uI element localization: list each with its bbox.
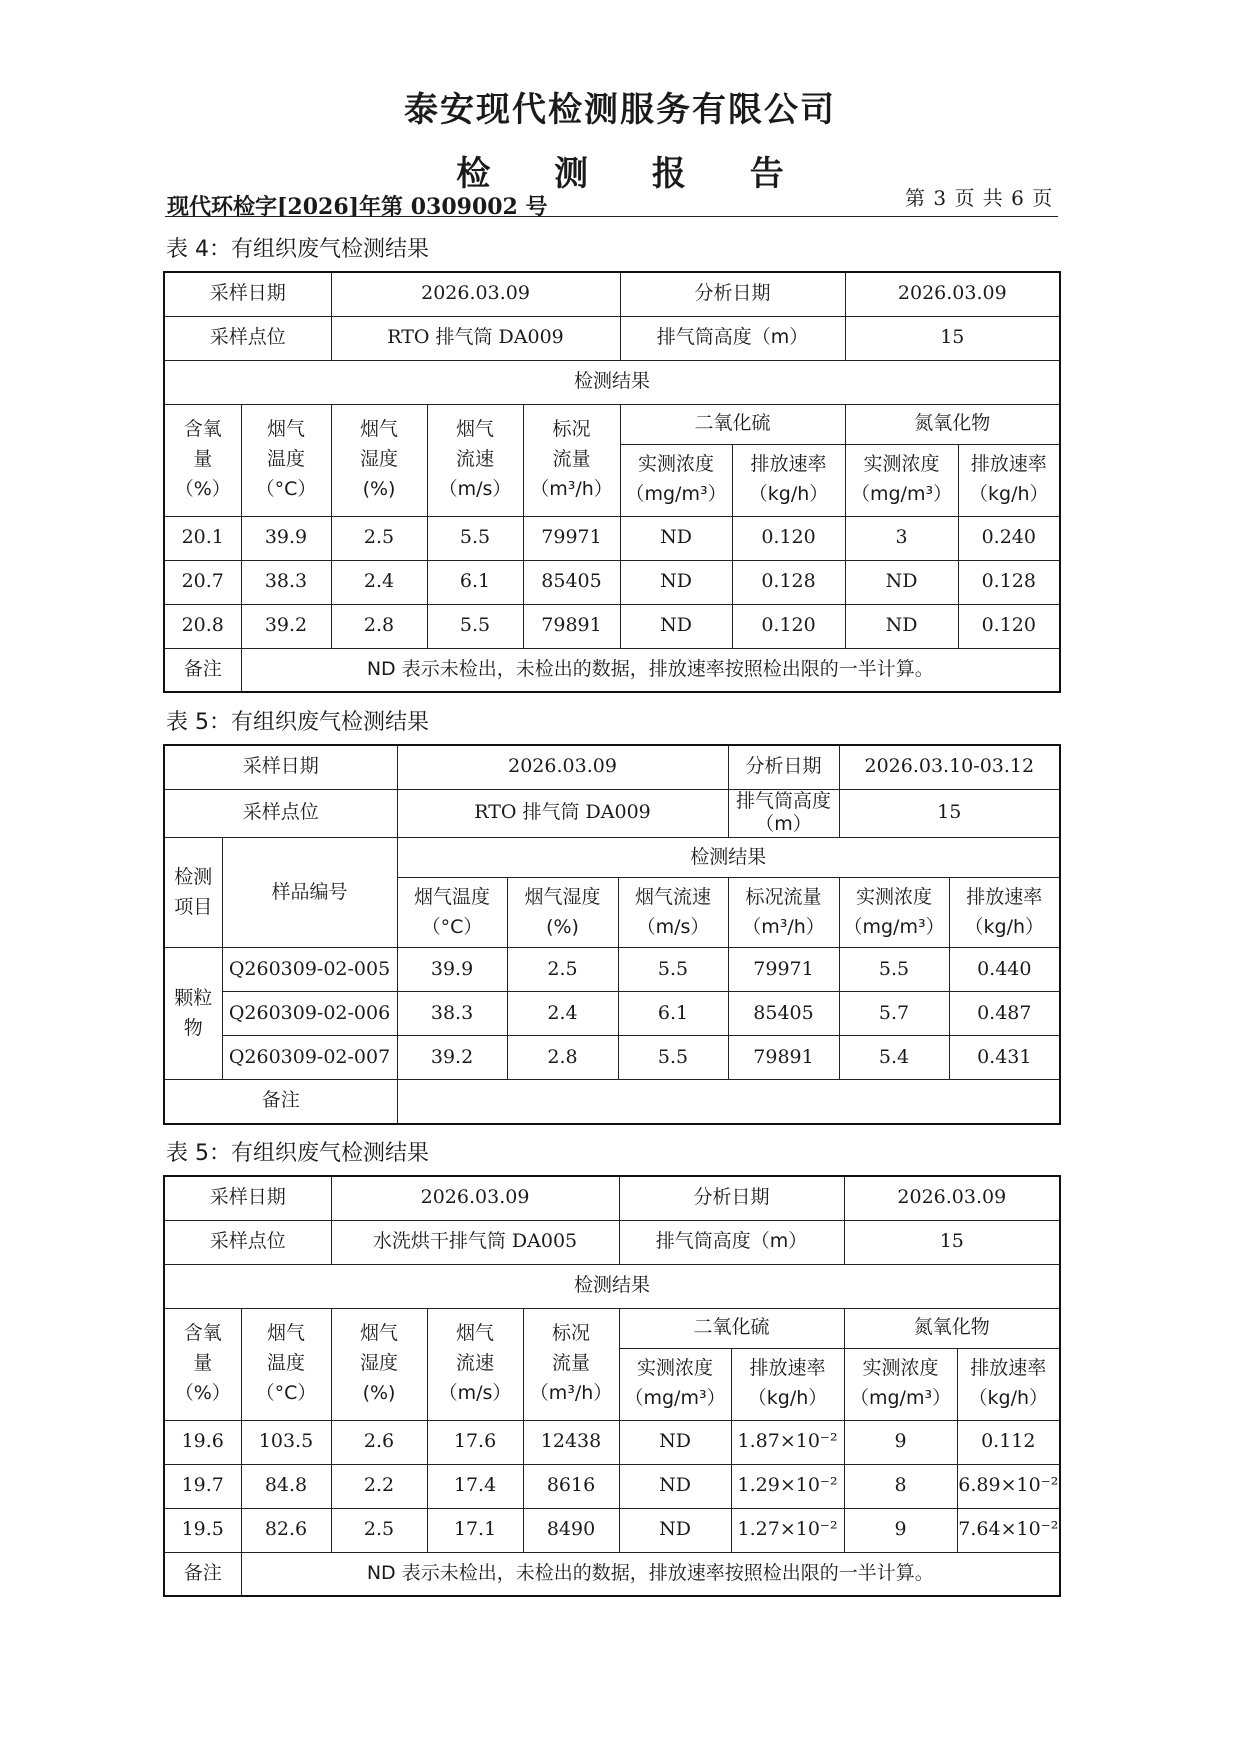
- table5a-analysis-date-label: 分析日期: [728, 745, 839, 789]
- table-cell: 9: [844, 1420, 957, 1464]
- table4-sampling-point: RTO 排气筒 DA009: [331, 316, 620, 360]
- table-cell: ND: [619, 1508, 731, 1552]
- table-cell: 8: [844, 1464, 957, 1508]
- table5b-col-flow: 标况 流量 （m³/h）: [523, 1308, 619, 1420]
- table-row: [164, 992, 1060, 1036]
- table5b-col-temp: 烟气 温度 （°C）: [241, 1308, 331, 1420]
- table-cell: 5.4: [839, 1036, 949, 1080]
- table-cell: 79891: [728, 1036, 839, 1080]
- table-cell: 5.5: [839, 948, 949, 992]
- table-row: [164, 1508, 1060, 1552]
- table-cell: 0.120: [732, 604, 845, 648]
- table4-group-so2: 二氧化硫: [620, 404, 845, 444]
- table5a-header-flow: 标况流量 （m³/h）: [728, 878, 839, 948]
- table-cell: 39.9: [397, 948, 507, 992]
- table-cell: 3: [845, 516, 958, 560]
- table5b-so2-rate-header: 排放速率 （kg/h）: [731, 1348, 844, 1420]
- table4-analysis-date-label: 分析日期: [620, 272, 845, 316]
- company-name: 泰安现代检测服务有限公司: [404, 90, 836, 130]
- table-cell: 5.5: [618, 1036, 728, 1080]
- table5b-nox-rate-header: 排放速率 （kg/h）: [957, 1348, 1060, 1420]
- page-indicator: 第 3 页 共 6 页: [905, 186, 1054, 210]
- table5a-sampling-date-label: 采样日期: [164, 745, 397, 789]
- table5b-sampling-date-label: 采样日期: [164, 1176, 331, 1220]
- table5a-stack-height: 15: [839, 789, 1060, 838]
- table-cell: ND: [620, 516, 732, 560]
- table-cell: 19.7: [164, 1464, 241, 1508]
- table-cell: Q260309-02-006: [222, 992, 397, 1036]
- table-cell: 20.7: [164, 560, 241, 604]
- table-cell: 9: [844, 1508, 957, 1552]
- table5a-header-temp: 烟气温度 （°C）: [397, 878, 507, 948]
- table5b-analysis-date-label: 分析日期: [619, 1176, 844, 1220]
- table5a-header-conc: 实测浓度 （mg/m³）: [839, 878, 949, 948]
- table-cell: 2.5: [331, 1508, 427, 1552]
- table-cell: 2.4: [507, 992, 618, 1036]
- table-cell: 38.3: [241, 560, 331, 604]
- table-cell: 0.128: [958, 560, 1060, 604]
- table4-sampling-date: 2026.03.09: [331, 272, 620, 316]
- table-row: [164, 604, 1060, 648]
- table-cell: ND: [619, 1464, 731, 1508]
- table-cell: 19.5: [164, 1508, 241, 1552]
- table-cell: 5.5: [618, 948, 728, 992]
- table4-analysis-date: 2026.03.09: [845, 272, 1060, 316]
- table-cell: 0.240: [958, 516, 1060, 560]
- table-cell: 0.128: [732, 560, 845, 604]
- table-cell: ND: [845, 560, 958, 604]
- table4-stack-height-label: 排气筒高度（m）: [620, 316, 845, 360]
- table-cell: 8616: [523, 1464, 619, 1508]
- table-cell: 7.64×10⁻²: [957, 1508, 1060, 1552]
- table4-results-label: 检测结果: [164, 360, 1060, 404]
- table-cell: 20.1: [164, 516, 241, 560]
- table-cell: 5.5: [427, 516, 523, 560]
- table5b-caption: 表 5：有组织废气检测结果: [166, 1141, 429, 1166]
- table-cell: 2.4: [331, 560, 427, 604]
- table-cell: 17.6: [427, 1420, 523, 1464]
- table5b-nox-conc-header: 实测浓度 （mg/m³）: [844, 1348, 957, 1420]
- table-cell: 2.8: [507, 1036, 618, 1080]
- table-cell: 39.2: [241, 604, 331, 648]
- table-cell: 2.5: [331, 516, 427, 560]
- table4-so2-conc-header: 实测浓度 （mg/m³）: [620, 444, 732, 516]
- table5a: [163, 744, 1061, 1125]
- table-row: [164, 560, 1060, 604]
- table5b-so2-conc-header: 实测浓度 （mg/m³）: [619, 1348, 731, 1420]
- table5b-remark-label: 备注: [164, 1552, 241, 1596]
- table5a-header-rate: 排放速率 （kg/h）: [949, 878, 1060, 948]
- table-cell: 19.6: [164, 1420, 241, 1464]
- table4-nox-rate-header: 排放速率 （kg/h）: [958, 444, 1060, 516]
- table5a-sampling-date: 2026.03.09: [397, 745, 728, 789]
- table4-stack-height: 15: [845, 316, 1060, 360]
- report-title: 检 测 报 告: [456, 154, 810, 194]
- table-cell: 5.5: [427, 604, 523, 648]
- table-cell: Q260309-02-007: [222, 1036, 397, 1080]
- table4-col-oxygen: 含氧 量 （%）: [164, 404, 241, 516]
- table-cell: 2.5: [507, 948, 618, 992]
- table5b-group-so2: 二氧化硫: [619, 1308, 844, 1348]
- table5b-analysis-date: 2026.03.09: [844, 1176, 1060, 1220]
- table5b-remark: ND 表示未检出，未检出的数据，排放速率按照检出限的一半计算。: [241, 1552, 1060, 1596]
- table-cell: 0.112: [957, 1420, 1060, 1464]
- table5b-group-nox: 氮氧化物: [844, 1308, 1060, 1348]
- table-cell: ND: [845, 604, 958, 648]
- table-cell: 0.120: [732, 516, 845, 560]
- table4: [163, 271, 1061, 693]
- table5b-stack-height: 15: [844, 1220, 1060, 1264]
- table-cell: Q260309-02-005: [222, 948, 397, 992]
- table-cell: 39.9: [241, 516, 331, 560]
- table-cell: 6.1: [427, 560, 523, 604]
- table-cell: 8490: [523, 1508, 619, 1552]
- table-cell: 0.487: [949, 992, 1060, 1036]
- table-cell: 2.2: [331, 1464, 427, 1508]
- table4-nox-conc-header: 实测浓度 （mg/m³）: [845, 444, 958, 516]
- table5a-remark: [397, 1080, 1060, 1124]
- table-cell: 0.431: [949, 1036, 1060, 1080]
- table-cell: 2.6: [331, 1420, 427, 1464]
- table-cell: 82.6: [241, 1508, 331, 1552]
- table-row: [164, 516, 1060, 560]
- table5a-sampling-point-label: 采样点位: [164, 789, 397, 838]
- table-cell: 79971: [728, 948, 839, 992]
- table-cell: 6.89×10⁻²: [957, 1464, 1060, 1508]
- table5b-col-velocity: 烟气 流速 （m/s）: [427, 1308, 523, 1420]
- table-cell: ND: [620, 560, 732, 604]
- table5b-sampling-point-label: 采样点位: [164, 1220, 331, 1264]
- table-cell: 12438: [523, 1420, 619, 1464]
- table5a-header-humidity: 烟气湿度 (%): [507, 878, 618, 948]
- table5b-results-label: 检测结果: [164, 1264, 1060, 1308]
- table-cell: 85405: [523, 560, 620, 604]
- table5a-sample-no-label: 样品编号: [222, 838, 397, 948]
- table-cell: 20.8: [164, 604, 241, 648]
- table5a-sampling-point: RTO 排气筒 DA009: [397, 789, 728, 838]
- table-cell: 85405: [728, 992, 839, 1036]
- table4-group-nox: 氮氧化物: [845, 404, 1060, 444]
- table5a-item-label: 检测 项目: [164, 838, 222, 948]
- table5a-header-velocity: 烟气流速 （m/s）: [618, 878, 728, 948]
- table-cell: 79891: [523, 604, 620, 648]
- table4-so2-rate-header: 排放速率 （kg/h）: [732, 444, 845, 516]
- table4-col-flow: 标况 流量 （m³/h）: [523, 404, 620, 516]
- table-cell: 103.5: [241, 1420, 331, 1464]
- table-cell: ND: [620, 604, 732, 648]
- table5b-stack-height-label: 排气筒高度（m）: [619, 1220, 844, 1264]
- table-cell: 17.1: [427, 1508, 523, 1552]
- table5b-col-humidity: 烟气 湿度 (%): [331, 1308, 427, 1420]
- table-cell: 1.87×10⁻²: [731, 1420, 844, 1464]
- table-cell: 17.4: [427, 1464, 523, 1508]
- table-cell: 84.8: [241, 1464, 331, 1508]
- table-cell: 79971: [523, 516, 620, 560]
- table-cell: 0.440: [949, 948, 1060, 992]
- table5b-sampling-date: 2026.03.09: [331, 1176, 619, 1220]
- table4-remark-label: 备注: [164, 648, 241, 692]
- report-number: 现代环检字[2026]年第 0309002 号: [167, 194, 548, 220]
- table4-sampling-date-label: 采样日期: [164, 272, 331, 316]
- table5b-sampling-point: 水洗烘干排气筒 DA005: [331, 1220, 619, 1264]
- table5a-stack-height-label: 排气筒高度（m）: [728, 789, 839, 838]
- table-cell: 39.2: [397, 1036, 507, 1080]
- table5b: [163, 1175, 1061, 1597]
- table-cell: 38.3: [397, 992, 507, 1036]
- table4-col-humidity: 烟气 湿度 (%): [331, 404, 427, 516]
- table5b-col-oxygen: 含氧 量 （%）: [164, 1308, 241, 1420]
- table5a-item-particulate: 颗粒 物: [164, 948, 222, 1080]
- header-divider: [165, 216, 1058, 217]
- table4-sampling-point-label: 采样点位: [164, 316, 331, 360]
- table-cell: 1.27×10⁻²: [731, 1508, 844, 1552]
- table-cell: 0.120: [958, 604, 1060, 648]
- table4-caption: 表 4：有组织废气检测结果: [166, 237, 429, 262]
- table-cell: 5.7: [839, 992, 949, 1036]
- table-cell: 6.1: [618, 992, 728, 1036]
- table5a-analysis-date: 2026.03.10-03.12: [839, 745, 1060, 789]
- table-row: [164, 1464, 1060, 1508]
- table-cell: 1.29×10⁻²: [731, 1464, 844, 1508]
- table4-col-temp: 烟气 温度 （°C）: [241, 404, 331, 516]
- table5a-caption: 表 5：有组织废气检测结果: [166, 710, 429, 735]
- table-row: [164, 948, 1060, 992]
- table-cell: ND: [619, 1420, 731, 1464]
- table4-remark: ND 表示未检出，未检出的数据，排放速率按照检出限的一半计算。: [241, 648, 1060, 692]
- table5a-results-label: 检测结果: [397, 838, 1060, 878]
- table-row: [164, 1036, 1060, 1080]
- table4-col-velocity: 烟气 流速 （m/s）: [427, 404, 523, 516]
- table-row: [164, 1420, 1060, 1464]
- table5a-remark-label: 备注: [164, 1080, 397, 1124]
- table-cell: 2.8: [331, 604, 427, 648]
